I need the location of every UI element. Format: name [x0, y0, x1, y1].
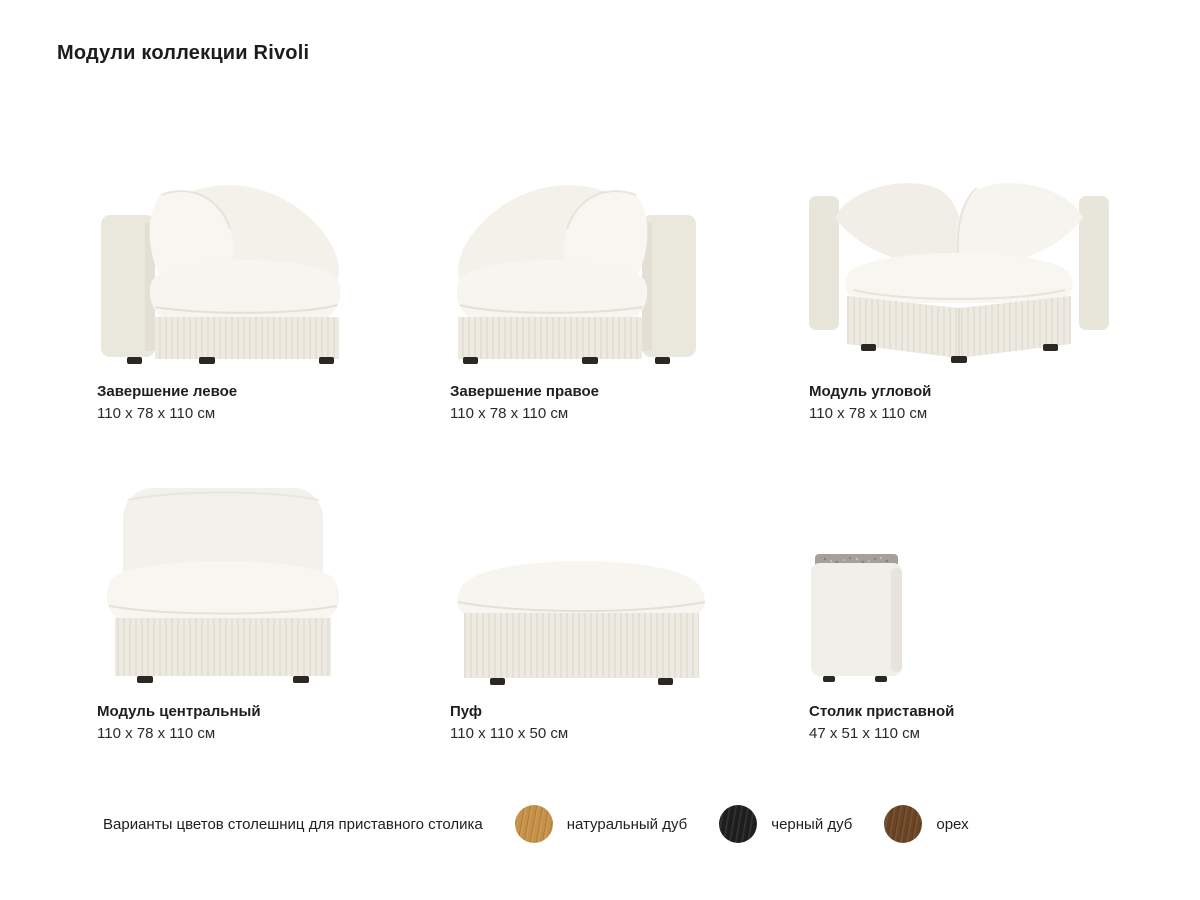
- left-end-sofa-illustration: [97, 165, 347, 365]
- color-option-natural-oak: [515, 805, 688, 843]
- page-title: Модули коллекции Rivoli: [57, 42, 310, 64]
- color-option-black-oak: [719, 805, 852, 843]
- module-dimensions: 110 x 110 x 50 см: [450, 725, 569, 742]
- corner-sofa-illustration: [809, 170, 1109, 365]
- module-caption: [809, 701, 954, 745]
- module-name: Завершение правое: [450, 383, 599, 400]
- module-name: Модуль угловой: [809, 383, 932, 400]
- module-dimensions: 110 x 78 x 110 см: [450, 405, 569, 422]
- walnut-swatch-icon: [884, 805, 922, 843]
- module-caption: [450, 701, 568, 745]
- black-oak-swatch-icon: [719, 805, 757, 843]
- right-end-sofa-illustration: [450, 165, 700, 365]
- module-dimensions: 110 x 78 x 110 см: [97, 405, 216, 422]
- module-card-corner: [809, 150, 1109, 425]
- pouf-image: [450, 480, 713, 685]
- module-name: Модуль центральный: [97, 703, 261, 720]
- module-card-pouf: [450, 480, 809, 745]
- modules-grid: [97, 150, 1109, 745]
- module-caption: [97, 701, 261, 745]
- color-option-name: черный дуб: [771, 815, 853, 833]
- module-dimensions: 110 x 78 x 110 см: [809, 405, 928, 422]
- color-option-walnut: [884, 805, 968, 843]
- legend-label: Варианты цветов столешниц для приставного столика: [103, 815, 483, 833]
- module-card-left-end: [97, 150, 450, 425]
- module-card-right-end: [450, 150, 809, 425]
- module-caption: [97, 381, 237, 425]
- module-name: Завершение левое: [97, 383, 238, 400]
- tabletop-color-legend: [103, 802, 969, 846]
- module-card-side-table: [809, 480, 1109, 745]
- side-table-illustration: [809, 550, 904, 685]
- module-name: Пуф: [450, 703, 483, 720]
- central-sofa-illustration: [97, 480, 349, 685]
- corner-sofa-image: [809, 150, 1109, 365]
- color-option-name: натуральный дуб: [566, 815, 688, 833]
- module-card-central: [97, 480, 450, 745]
- color-option-name: орех: [936, 815, 969, 833]
- natural-oak-swatch-icon: [515, 805, 553, 843]
- side-table-image: [809, 480, 904, 685]
- left-end-sofa-image: [97, 150, 347, 365]
- module-dimensions: 47 x 51 x 110 см: [809, 725, 920, 742]
- module-caption: [450, 381, 599, 425]
- module-name: Столик приставной: [809, 703, 955, 720]
- central-sofa-image: [97, 480, 349, 685]
- right-end-sofa-image: [450, 150, 700, 365]
- pouf-illustration: [450, 550, 713, 685]
- module-caption: [809, 381, 931, 425]
- module-dimensions: 110 x 78 x 110 см: [97, 725, 216, 742]
